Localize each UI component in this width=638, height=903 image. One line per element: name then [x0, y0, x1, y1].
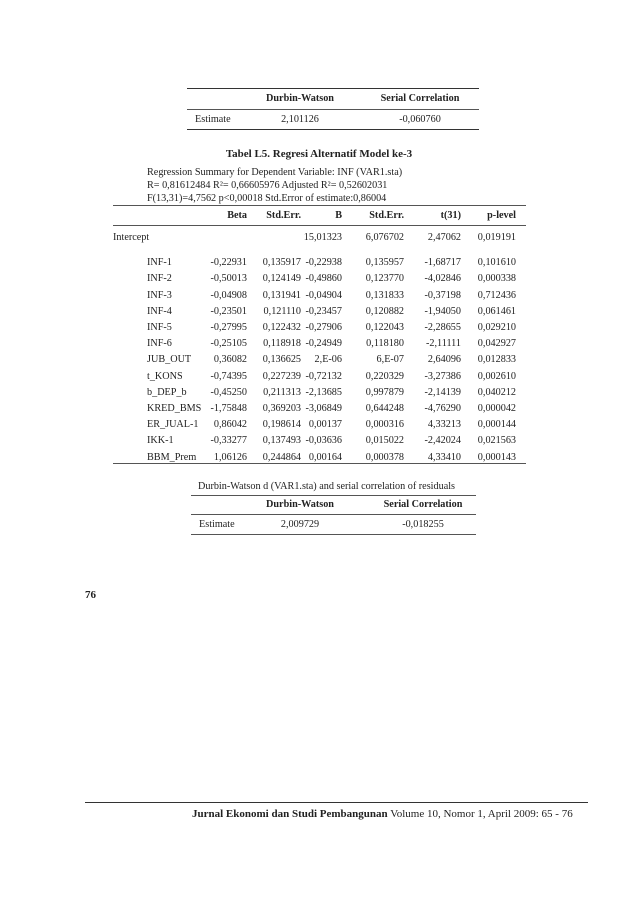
cell-p: 0,000338 — [477, 273, 516, 285]
cell-b: -0,24949 — [305, 338, 342, 350]
footer-rule — [85, 802, 588, 803]
table-row — [0, 273, 638, 289]
cell-p: 0,040212 — [477, 386, 516, 398]
cell-beta: -1,75848 — [210, 403, 247, 414]
cell-t: -2,11111 — [426, 338, 461, 350]
cell-beta: -0,33277 — [210, 435, 247, 447]
top-bottom-rule — [187, 129, 479, 130]
cell-t: -2,28655 — [424, 322, 461, 333]
row-label: INF-5 — [147, 322, 172, 333]
cell-stderr-1: 0,131941 — [262, 289, 301, 301]
bottom-caption: Durbin-Watson d (VAR1.sta) and serial correlation of residuals — [198, 481, 456, 492]
row-label: Intercept — [113, 232, 150, 243]
cell-b: -0,04904 — [305, 289, 342, 301]
table-row — [0, 290, 638, 306]
cell-b: -0,72132 — [305, 370, 342, 382]
top-header-rule — [187, 109, 479, 110]
top-rule — [187, 88, 479, 89]
cell-p: 0,029210 — [477, 322, 516, 333]
reg-header-b: B — [335, 210, 342, 221]
footer-citation — [192, 808, 573, 820]
reg-header-beta: Beta — [227, 210, 247, 221]
bottom-header-dw: Durbin-Watson — [266, 499, 334, 510]
row-label: INF-2 — [147, 273, 172, 285]
cell-t: -2,42024 — [424, 435, 461, 447]
top-value-dw: 2,101126 — [281, 114, 319, 125]
cell-p: 0,042927 — [477, 338, 516, 350]
reg-bottom-rule — [113, 463, 526, 464]
cell-beta: -0,45250 — [210, 386, 247, 398]
table-row — [0, 435, 638, 451]
cell-b: -0,22938 — [305, 257, 342, 269]
table-title: Tabel L5. Regresi Alternatif Model ke-3 — [225, 148, 413, 160]
cell-t: -3,27386 — [424, 370, 461, 382]
row-label: INF-6 — [147, 338, 172, 350]
cell-stderr-1: 0,124149 — [262, 273, 301, 285]
cell-b: 0,00137 — [308, 419, 342, 431]
table-row — [0, 452, 638, 468]
cell-b: 15,01323 — [303, 232, 342, 243]
footer-details: Volume 10, Nomor 1, April 2009: 65 - 76 — [387, 808, 573, 820]
cell-b: -3,06849 — [305, 403, 342, 414]
table-row — [0, 419, 638, 435]
cell-stderr-2: 0,122043 — [365, 322, 404, 333]
row-label: IKK-1 — [147, 435, 174, 447]
cell-beta: -0,50013 — [210, 273, 247, 285]
top-header-dw: Durbin-Watson — [266, 93, 334, 104]
row-label: INF-1 — [147, 257, 172, 269]
cell-t: -4,02846 — [424, 273, 461, 285]
cell-p: 0,061461 — [477, 305, 516, 317]
cell-stderr-2: 6,E-07 — [376, 354, 404, 366]
page-number: 76 — [85, 589, 96, 601]
cell-b: 2,E-06 — [314, 354, 342, 366]
reg-header-t: t(31) — [440, 210, 461, 221]
cell-beta: -0,27995 — [210, 322, 247, 333]
bottom-value-dw: 2,009729 — [280, 519, 320, 530]
cell-t: -2,14139 — [424, 386, 461, 398]
cell-b: -0,03636 — [305, 435, 342, 447]
summary-line-2: R= 0,81612484 R²= 0,66605976 Adjusted R²= 0,52602031 — [147, 180, 388, 191]
cell-stderr-1: 0,369203 — [262, 403, 301, 414]
cell-t: 4,33410 — [427, 451, 461, 463]
bottom-header-rule — [191, 514, 476, 515]
cell-stderr-2: 0,000378 — [365, 451, 404, 463]
cell-t: -1,68717 — [424, 257, 461, 269]
cell-b: -0,27906 — [305, 322, 342, 333]
top-header-sc: Serial Correlation — [380, 93, 460, 104]
cell-stderr-1: 0,244864 — [262, 451, 301, 463]
cell-stderr-1: 0,135917 — [262, 257, 301, 269]
reg-top-rule — [113, 205, 526, 206]
row-label: JUB_OUT — [147, 354, 192, 366]
table-row — [0, 387, 638, 403]
cell-stderr-2: 0,644248 — [365, 403, 404, 414]
cell-stderr-2: 0,220329 — [365, 370, 404, 382]
reg-header-stderr-1: Std.Err. — [266, 210, 301, 221]
row-label: t_KONS — [147, 370, 183, 382]
footer-journal: Jurnal Ekonomi dan Studi Pembangunan — [192, 808, 388, 820]
table-row — [0, 257, 638, 273]
cell-beta: -0,04908 — [210, 289, 247, 301]
summary-line-1: Regression Summary for Dependent Variable: INF (VAR1.sta) — [147, 167, 403, 178]
cell-stderr-2: 0,120882 — [365, 305, 404, 317]
cell-p: 0,101610 — [477, 257, 516, 269]
cell-beta: -0,74395 — [210, 370, 247, 382]
cell-stderr-2: 0,123770 — [365, 273, 404, 285]
reg-header-rule — [113, 225, 526, 226]
reg-header-stderr-2: Std.Err. — [369, 210, 404, 221]
cell-b: -0,49860 — [305, 273, 342, 285]
bottom-top-rule — [191, 495, 476, 496]
summary-line-3: F(13,31)=4,7562 p<0,00018 Std.Error of estimate:0,86004 — [147, 193, 387, 204]
cell-p: 0,712436 — [477, 289, 516, 301]
cell-t: -1,94050 — [424, 305, 461, 317]
cell-p: 0,012833 — [477, 354, 516, 366]
cell-beta: 1,06126 — [213, 451, 247, 463]
cell-t: 2,47062 — [427, 232, 461, 243]
cell-p: 0,002610 — [477, 370, 516, 382]
bottom-row-label: Estimate — [199, 519, 235, 530]
cell-t: 2,64096 — [427, 354, 461, 366]
cell-b: -0,23457 — [305, 305, 342, 317]
row-label: b_DEP_b — [147, 386, 187, 398]
table-row — [0, 306, 638, 322]
top-value-sc: -0,060760 — [399, 114, 441, 125]
cell-stderr-2: 0,000316 — [365, 419, 404, 431]
reg-header-p: p-level — [487, 210, 516, 221]
cell-beta: 0,86042 — [213, 419, 247, 431]
bottom-header-sc: Serial Correlation — [383, 499, 463, 510]
top-row-label: Estimate — [195, 114, 231, 125]
cell-stderr-1: 0,137493 — [262, 435, 301, 447]
bottom-bottom-rule — [191, 534, 476, 535]
row-label: ER_JUAL-1 — [147, 419, 199, 431]
cell-t: 4,33213 — [427, 419, 461, 431]
cell-stderr-1: 0,121110 — [263, 305, 301, 317]
cell-b: -2,13685 — [305, 386, 342, 398]
cell-stderr-1: 0,211313 — [263, 386, 301, 398]
cell-stderr-1: 0,118918 — [263, 338, 301, 350]
table-row — [0, 322, 638, 338]
cell-t: -4,76290 — [424, 403, 461, 414]
row-label: BBM_Prem — [147, 451, 197, 463]
cell-beta: -0,25105 — [210, 338, 247, 350]
cell-stderr-1: 0,122432 — [262, 322, 301, 333]
table-row — [0, 232, 638, 248]
table-row — [0, 338, 638, 354]
cell-p: 0,019191 — [477, 232, 516, 243]
cell-stderr-1: 0,227239 — [262, 370, 301, 382]
cell-beta: -0,23501 — [210, 305, 247, 317]
cell-b: 0,00164 — [308, 451, 342, 463]
cell-beta: 0,36082 — [213, 354, 247, 366]
cell-p: 0,000042 — [477, 403, 516, 414]
cell-stderr-1: 0,136625 — [262, 354, 301, 366]
table-row — [0, 371, 638, 387]
cell-beta: -0,22931 — [210, 257, 247, 269]
cell-t: -0,37198 — [424, 289, 461, 301]
cell-stderr-2: 6,076702 — [365, 232, 404, 243]
cell-p: 0,000143 — [477, 451, 516, 463]
cell-stderr-2: 0,131833 — [365, 289, 404, 301]
cell-p: 0,021563 — [477, 435, 516, 447]
cell-stderr-2: 0,135957 — [365, 257, 404, 269]
row-label: INF-3 — [147, 289, 172, 301]
cell-stderr-2: 0,118180 — [366, 338, 404, 350]
table-row — [0, 354, 638, 370]
cell-stderr-2: 0,015022 — [365, 435, 404, 447]
row-label: KRED_BMS — [147, 403, 202, 414]
cell-stderr-1: 0,198614 — [262, 419, 301, 431]
row-label: INF-4 — [147, 305, 172, 317]
cell-stderr-2: 0,997879 — [365, 386, 404, 398]
bottom-value-sc: -0,018255 — [402, 519, 444, 530]
table-row — [0, 403, 638, 419]
cell-p: 0,000144 — [477, 419, 516, 431]
